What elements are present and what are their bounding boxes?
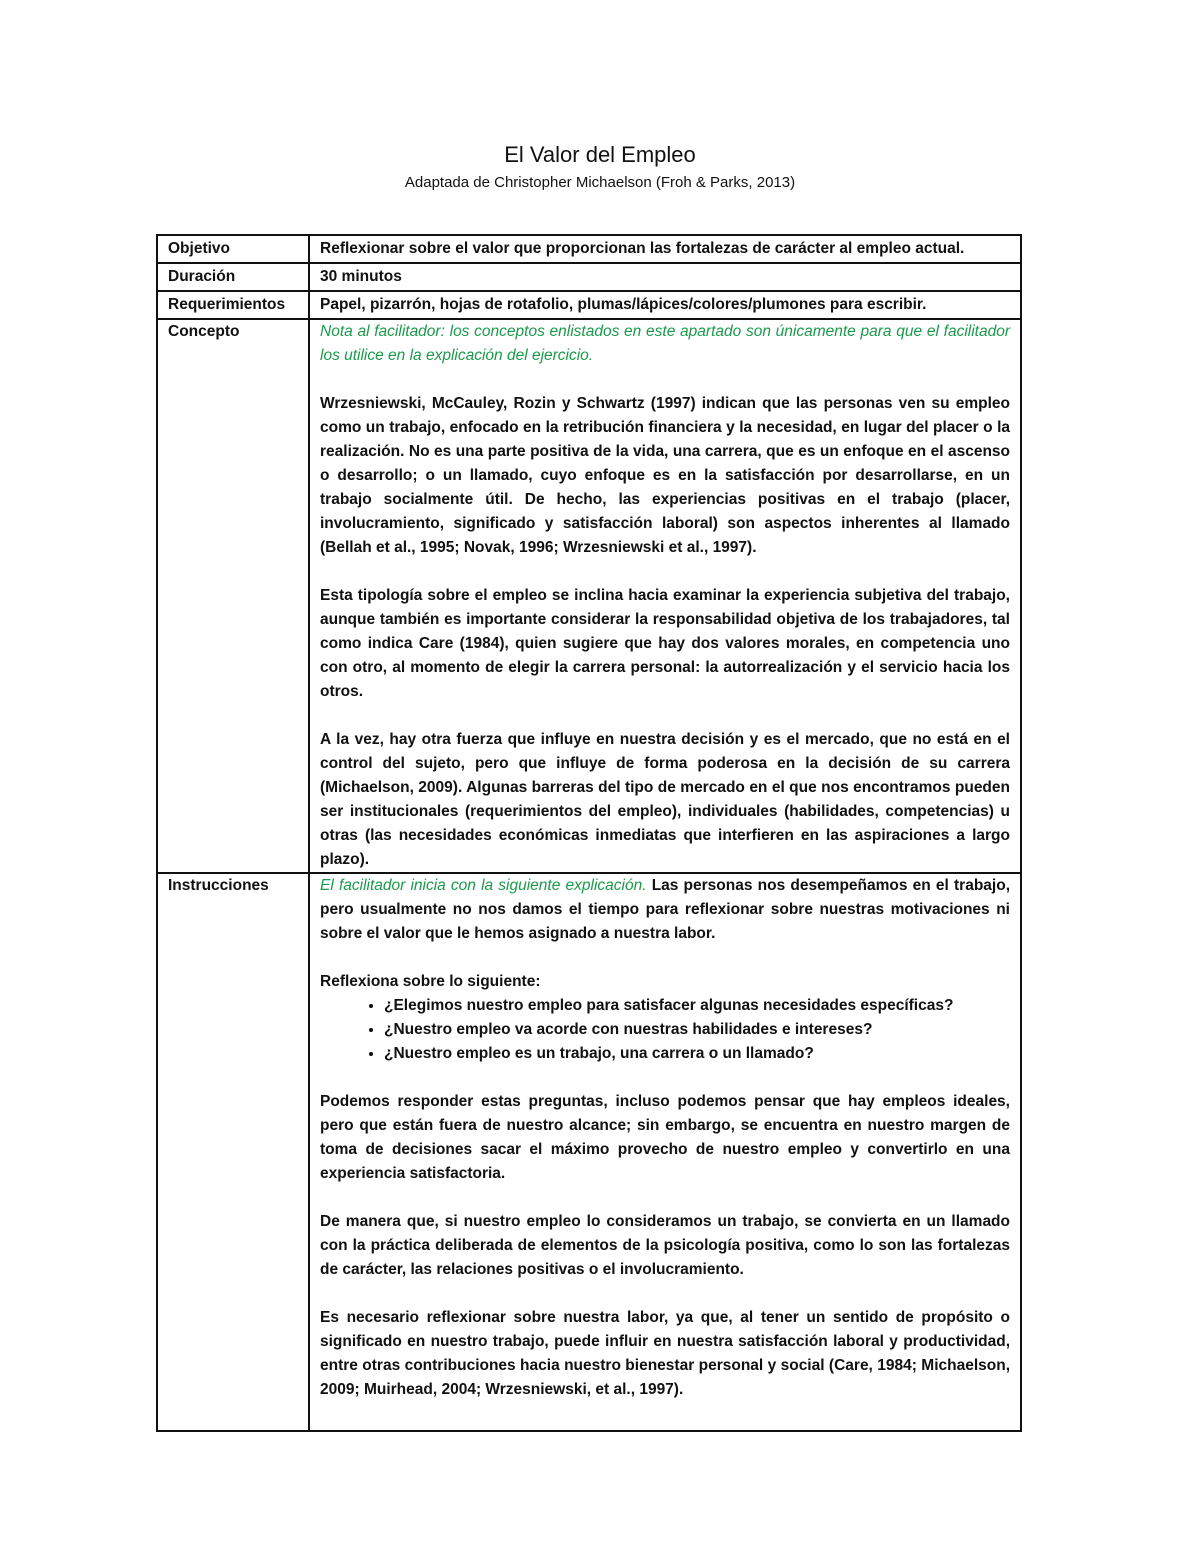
cell-bottom-spacer (320, 1402, 1010, 1430)
label-concepto: Concepto (157, 319, 309, 873)
concepto-paragraph-2: Esta tipología sobre el empleo se inclina hacia examinar la experiencia subjetiva del trabajo, aunque también es importante considerar la responsabilidad objetiva de los trabajadores, tal como indica Care (1984), quien sugiere que hay dos valores morales, en competencia uno con otro, al momento de elegir la carrera personal: la autorrealización y el servicio hacia los otros. (320, 587, 1010, 700)
facilitator-note-concepto: Nota al facilitador: los conceptos enlistados en este apartado son únicamente para que el facilitador los utilice en la explicación del ejercicio. (320, 323, 1010, 364)
value-objetivo: Reflexionar sobre el valor que proporcionan las fortalezas de carácter al empleo actual. (309, 235, 1021, 263)
value-concepto (309, 319, 1021, 873)
label-objetivo: Objetivo (157, 235, 309, 263)
instrucciones-intro-text: Las personas nos desempeñamos en el trabajo, pero usualmente no nos damos el tiempo para reflexionar sobre nuestras motivaciones ni sobre el valor que le hemos asignado a nuestra labor. (320, 877, 1010, 942)
reflection-question-list (320, 994, 1010, 1066)
concepto-paragraph-1: Wrzesniewski, McCauley, Rozin y Schwartz (1997) indican que las personas ven su empleo como un trabajo, enfocado en la retribución financiera y la necesidad, en lugar del placer o la realización. No es una parte positiva de la vida, una carrera, que es un enfoque en el ascenso o desarrollo; o un llamado, cuyo enfoque es en la satisfacción por desarrollarse, en un trabajo socialmente útil. De hecho, las experiencias positivas en el trabajo (placer, involucramiento, significado y satisfacción laboral) son aspectos inherentes al llamado (Bellah et al., 1995; Novak, 1996; Wrzesniewski et al., 1997). (320, 395, 1010, 556)
row-duracion (157, 263, 1021, 291)
list-item: • ¿Elegimos nuestro empleo para satisfacer algunas necesidades específicas? (384, 994, 1010, 1018)
facilitator-note-instrucciones: El facilitador inicia con la siguiente explicación. (320, 877, 647, 894)
row-objetivo (157, 235, 1021, 263)
instrucciones-paragraph-3: Es necesario reflexionar sobre nuestra labor, ya que, al tener un sentido de propósito o significado en nuestro trabajo, puede influir en nuestra satisfacción laboral y productividad, entre otras contribuciones hacia nuestro bienestar personal y social (Care, 1984; Michaelson, 2009; Muirhead, 2004; Wrzesniewski, et al., 1997). (320, 1309, 1010, 1398)
label-instrucciones: Instrucciones (157, 873, 309, 1431)
instrucciones-intro-paragraph (320, 874, 1010, 946)
value-instrucciones (309, 873, 1021, 1431)
list-item: • ¿Nuestro empleo es un trabajo, una carrera o un llamado? (384, 1042, 1010, 1066)
row-requerimientos (157, 291, 1021, 319)
instrucciones-paragraph-1: Podemos responder estas preguntas, incluso podemos pensar que hay empleos ideales, pero que están fuera de nuestro alcance; sin embargo, se encuentra en nuestro margen de toma de decisiones sacar el máximo provecho de nuestro empleo y convertirlo en una experiencia satisfactoria. (320, 1093, 1010, 1182)
document-title: El Valor del Empleo (504, 142, 696, 167)
instrucciones-paragraph-2: De manera que, si nuestro empleo lo consideramos un trabajo, se convierta en un llamado con la práctica deliberada de elementos de la psicología positiva, como lo son las fortalezas de carácter, las relaciones positivas o el involucramiento. (320, 1213, 1010, 1278)
label-requerimientos: Requerimientos (157, 291, 309, 319)
value-requerimientos: Papel, pizarrón, hojas de rotafolio, plumas/lápices/colores/plumones para escribir. (309, 291, 1021, 319)
reflect-heading: Reflexiona sobre lo siguiente: (320, 973, 541, 990)
document-subtitle: Adaptada de Christopher Michaelson (Froh & Parks, 2013) (404, 174, 796, 191)
row-instrucciones (157, 873, 1021, 1431)
value-duracion: 30 minutos (309, 263, 1021, 291)
row-concepto (157, 319, 1021, 873)
label-duracion: Duración (157, 263, 309, 291)
activity-table (156, 234, 1022, 1432)
concepto-paragraph-3: A la vez, hay otra fuerza que influye en nuestra decisión y es el mercado, que no está en el control del sujeto, pero que influye de forma poderosa en la decisión de su carrera (Michaelson, 2009). Algunas barreras del tipo de mercado en el que nos encontramos pueden ser institucionales (requerimientos del empleo), individuales (habilidades, competencias) u otras (las necesidades económicas inmediatas que interfieren en las aspiraciones a largo plazo). (320, 731, 1010, 868)
list-item: • ¿Nuestro empleo va acorde con nuestras habilidades e intereses? (384, 1018, 1010, 1042)
